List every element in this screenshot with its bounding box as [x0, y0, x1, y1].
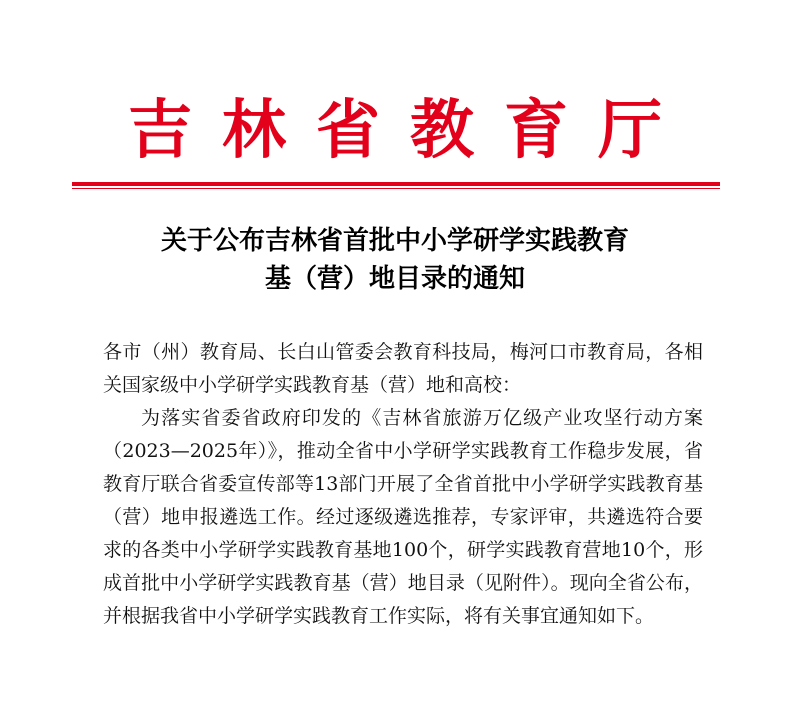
body-paragraph-1: 为落实省委省政府印发的《吉林省旅游万亿级产业攻坚行动方案（2023—2025年）》，推动全省中小学研学实践教育工作稳步发展，省教育厅联合省委宣传部等13部门开展了全省首批中小学研学实践教育基（营）地申报遴选工作。经过逐级遴选推荐，专家评审，共遴选符合要求的各类中小学研学实践教育基地100个，研学实践教育营地10个，形成首批中小学研学实践教育基（营）地目录（见附件）。现向全省公布，并根据我省中小学研学实践教育工作实际，将有关事宜通知如下。 — [103, 407, 703, 627]
salutation: 各市（州）教育局、长白山管委会教育科技局，梅河口市教育局，各相关国家级中小学研学实践教育基（营）地和高校： — [103, 341, 703, 396]
document-title-line-2: 基（营）地目录的通知 — [264, 264, 525, 294]
letterhead-rule-thick — [72, 182, 720, 186]
letterhead-rule-thin — [72, 188, 720, 189]
document-title-line-1: 关于公布吉林省首批中小学研学实践教育 — [160, 226, 629, 256]
document-body — [103, 336, 703, 633]
letterhead-title: 吉林省教育厅 — [128, 93, 692, 168]
